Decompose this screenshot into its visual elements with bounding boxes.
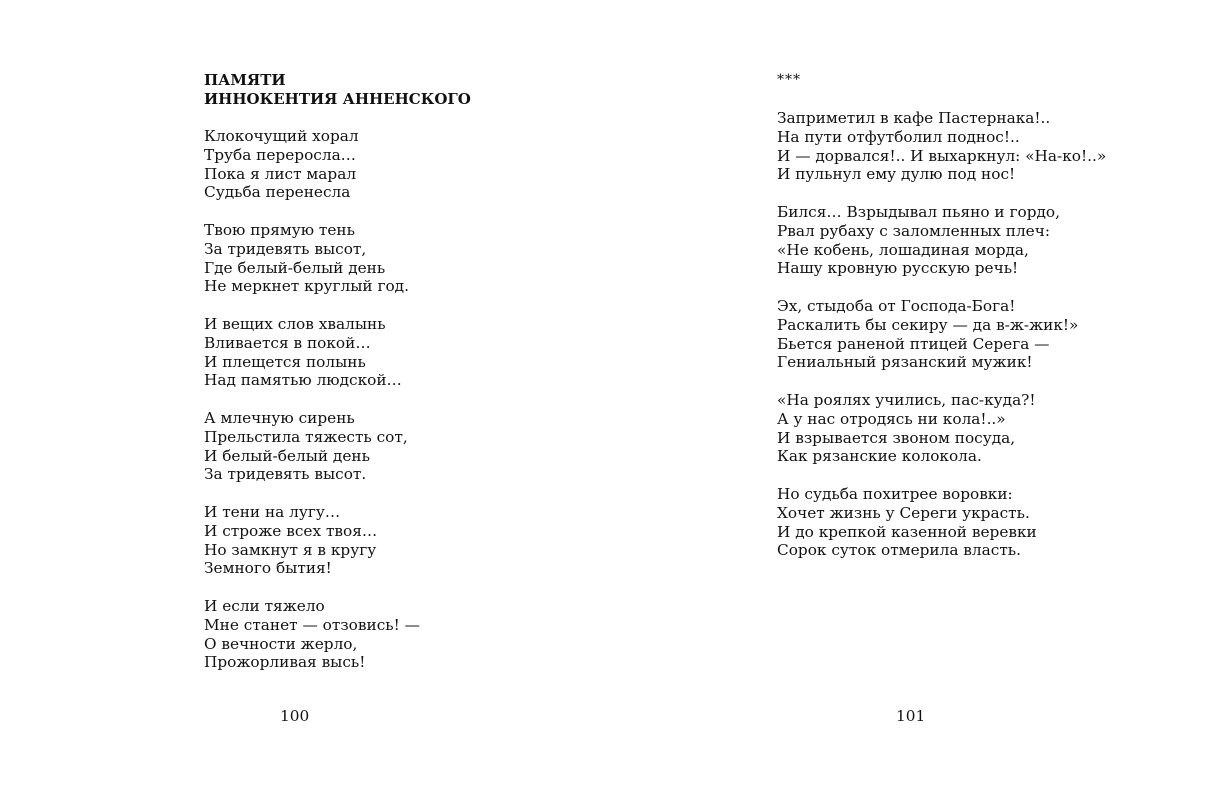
verse-line: Мне станет — отзовись! — <box>204 615 420 634</box>
verse-line: Труба переросла… <box>204 145 356 164</box>
verse-line: Вливается в покой… <box>204 333 371 352</box>
stanza <box>204 503 471 578</box>
verse-line: И плещется полынь <box>204 352 366 371</box>
poem-asterism-heading: *** <box>777 72 801 88</box>
verse-line: И до крепкой казенной веревки <box>777 522 1037 541</box>
verse-line: На пути отфутболил поднос!.. <box>777 127 1020 146</box>
stanza <box>777 485 1106 560</box>
verse-line: И белый-белый день <box>204 446 370 465</box>
page-number: 100 <box>280 707 310 725</box>
verse-line: «На роялях учились, пас-куда?! <box>777 390 1036 409</box>
stanza <box>204 409 471 484</box>
right-page <box>606 0 1212 800</box>
verse-line: Земного бытия! <box>204 559 332 578</box>
verse-line: Не меркнет круглый год. <box>204 277 409 296</box>
verse-line: Прельстила тяжесть сот, <box>204 427 408 446</box>
verse-line: И если тяжело <box>204 596 325 615</box>
stanza <box>204 597 471 672</box>
verse-line: Прожорливая высь! <box>204 653 366 672</box>
verse-line: Раскалить бы секиру — да в-ж-жик!» <box>777 315 1079 334</box>
verse-line: И — дорвался!.. И выхаркнул: «На-ко!..» <box>777 146 1107 165</box>
verse-line: Бьется раненой птицей Серега — <box>777 334 1050 353</box>
verse-line: И взрывается звоном посуда, <box>777 428 1016 447</box>
verse-line: Хочет жизнь у Сереги украсть. <box>777 503 1030 522</box>
poem-title <box>204 71 471 109</box>
verse-line: И пульнул ему дулю под нос! <box>777 165 1016 184</box>
stanza <box>777 297 1106 372</box>
verse-line: Но замкнут я в кругу <box>204 540 377 559</box>
verse-line: Бился… Взрыдывал пьяно и гордо, <box>777 202 1060 221</box>
verse-line: За тридевять высот. <box>204 465 367 484</box>
poem-title-line: ИННОКЕНТИЯ АННЕНСКОГО <box>204 90 471 108</box>
poem-in-memory-of-annensky <box>204 71 471 672</box>
verse-line: «Не кобень, лошадиная морда, <box>777 240 1029 259</box>
verse-line: Клокочущий хорал <box>204 127 359 145</box>
verse-line: Как рязанские колокола. <box>777 447 982 466</box>
verse-line: Эх, стыдоба от Господа-Бога! <box>777 296 1016 315</box>
verse-line: Над памятью людской… <box>204 371 402 390</box>
poem-untitled <box>777 71 1106 560</box>
verse-line: Рвал рубаху с заломленных плеч: <box>777 221 1050 240</box>
poem-title-line: ПАМЯТИ <box>204 71 286 89</box>
stanza <box>777 203 1106 278</box>
verse-line: За тридевять высот, <box>204 239 367 258</box>
verse-line: И строже всех твоя… <box>204 521 378 540</box>
stanza <box>777 391 1106 466</box>
verse-line: О вечности жерло, <box>204 634 358 653</box>
stanza <box>777 109 1106 184</box>
stanza <box>204 315 471 390</box>
verse-line: Гениальный рязанский мужик! <box>777 353 1033 372</box>
stanza <box>204 221 471 296</box>
verse-line: Нашу кровную русскую речь! <box>777 259 1019 278</box>
verse-line: Твою прямую тень <box>204 220 355 239</box>
verse-line: Заприметил в кафе Пастернака!.. <box>777 109 1051 127</box>
verse-line: Где белый-белый день <box>204 258 386 277</box>
verse-line: И тени на лугу… <box>204 502 341 521</box>
page-number: 101 <box>896 707 926 725</box>
verse-line: А млечную сирень <box>204 408 355 427</box>
verse-line: И вещих слов хвалынь <box>204 314 386 333</box>
verse-line: А у нас отродясь ни кола!..» <box>777 409 1006 428</box>
verse-line: Судьба перенесла <box>204 183 351 202</box>
verse-line: Но судьба похитрее воровки: <box>777 484 1013 503</box>
verse-line: Сорок суток отмерила власть. <box>777 541 1021 560</box>
stanza <box>204 127 471 202</box>
verse-line: Пока я лист марал <box>204 164 357 183</box>
